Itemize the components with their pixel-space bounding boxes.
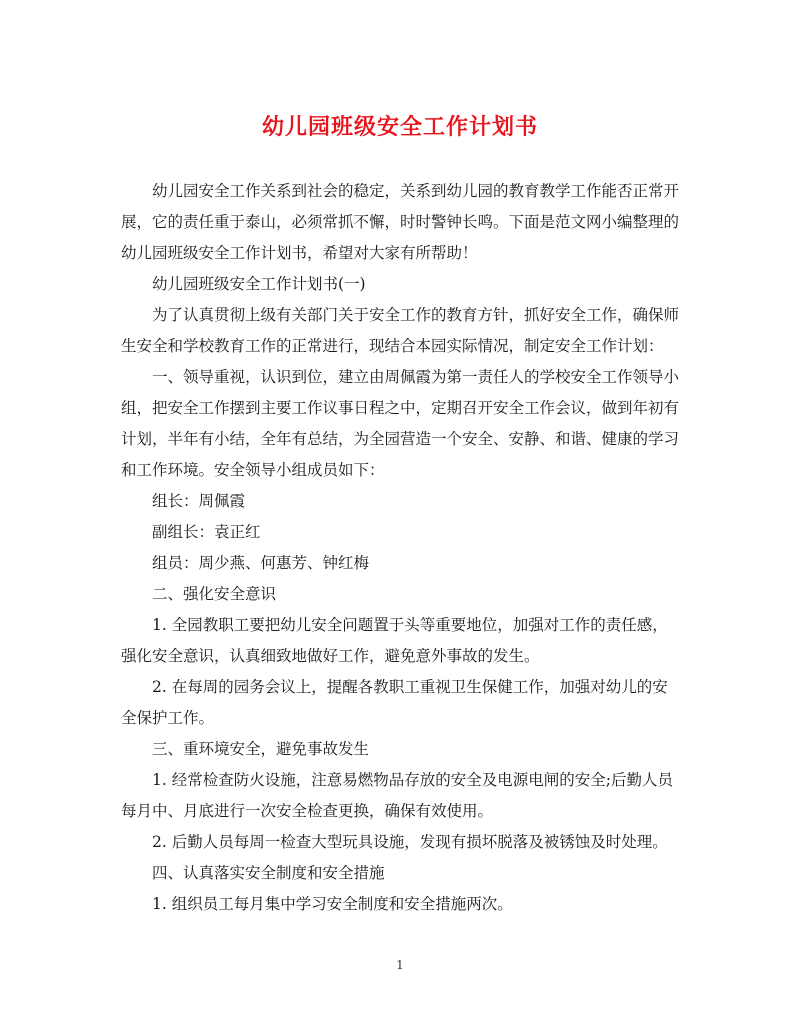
document-title: 幼儿园班级安全工作计划书	[261, 115, 538, 140]
paragraph-intro: 幼儿园安全工作关系到社会的稳定，关系到幼儿园的教育教学工作能否正常开展，它的责任重于泰山，必须常抓不懈，时时警钟长鸣。下面是范文网小编整理的幼儿园班级安全工作计划书，希望对大家有所帮助！	[121, 182, 680, 262]
paragraph-section-4-heading: 四、认真落实安全制度和安全措施	[152, 864, 385, 882]
paragraph-section-3-item-1: 1. 经常检查防火设施，注意易燃物品存放的安全及电源电闸的安全;后勤人员每月中、月底进行一次安全检查更换，确保有效使用。	[121, 771, 673, 820]
paragraph-deputy-leader: 副组长：袁正红	[152, 523, 261, 541]
paragraph-members: 组员：周少燕、何惠芳、钟红梅	[152, 554, 370, 572]
paragraph-section-3-item-2: 2. 后勤人员每周一检查大型玩具设施，发现有损坏脱落及被锈蚀及时处理。	[152, 833, 668, 851]
paragraph-section-4-item-1: 1. 组织员工每月集中学习安全制度和安全措施两次。	[152, 895, 513, 913]
paragraph-section-3-heading: 三、重环境安全，避免事故发生	[152, 740, 370, 758]
paragraph-subtitle: 幼儿园班级安全工作计划书(一)	[152, 275, 366, 293]
paragraph-purpose: 为了认真贯彻上级有关部门关于安全工作的教育方针，抓好安全工作，确保师生安全和学校教育工作的正常进行，现结合本园实际情况，制定安全工作计划：	[121, 306, 680, 355]
paragraph-leader: 组长：周佩霞	[152, 492, 246, 510]
paragraph-section-1: 一、领导重视，认识到位，建立由周佩霞为第一责任人的学校安全工作领导小组，把安全工作摆到主要工作议事日程之中，定期召开安全工作会议，做到年初有计划，半年有小结，全年有总结，为全园营造一个安全、安静、和谐、健康的学习和工作环境。安全领导小组成员如下：	[121, 368, 680, 479]
document-body	[121, 176, 681, 920]
paragraph-section-2-item-1: 1. 全园教职工要把幼儿安全问题置于头等重要地位，加强对工作的责任感，强化安全意识，认真细致地做好工作，避免意外事故的发生。	[121, 616, 668, 665]
paragraph-section-2-item-2: 2. 在每周的园务会议上，提醒各教职工重视卫生保健工作，加强对幼儿的安全保护工作。	[121, 678, 668, 727]
page-number: 1	[396, 958, 404, 972]
paragraph-section-2-heading: 二、强化安全意识	[152, 585, 277, 603]
